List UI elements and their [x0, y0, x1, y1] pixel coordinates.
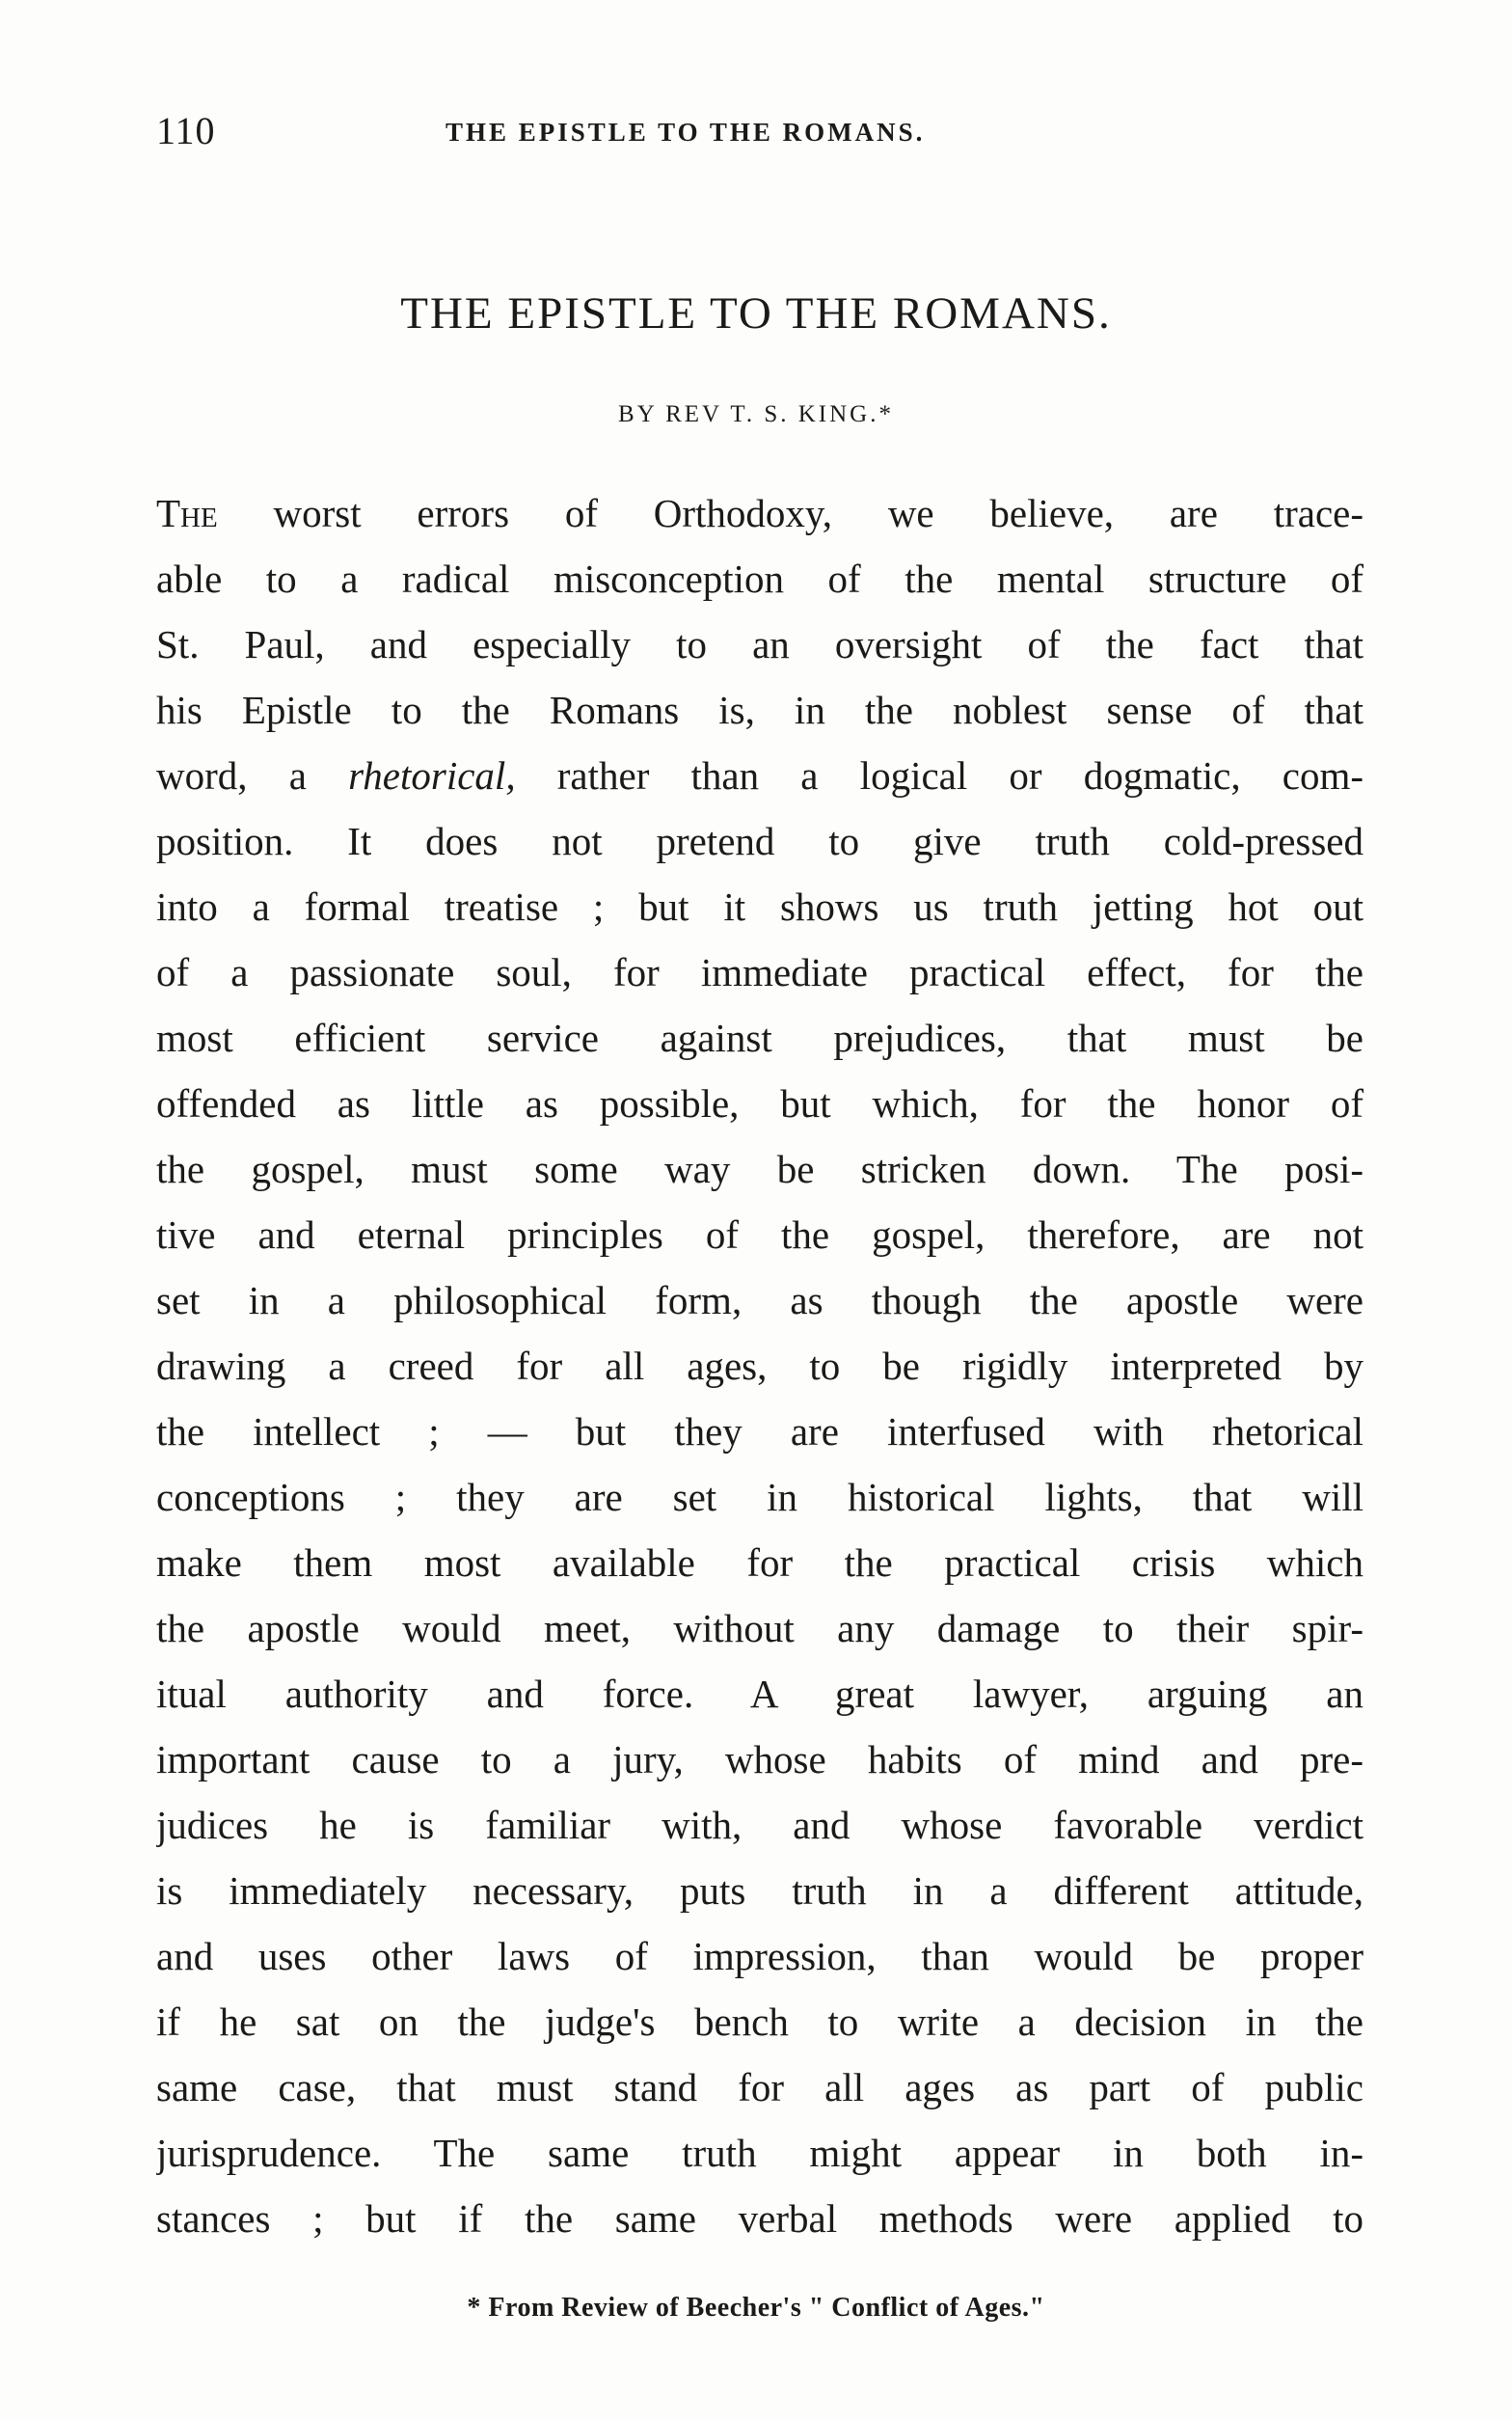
text-segment: make them most available for the practical crisis which — [156, 1540, 1364, 1585]
running-head — [156, 108, 1362, 166]
text-segment: the gospel, must some way be stricken down. The posi- — [156, 1147, 1364, 1191]
text-line — [156, 743, 1364, 808]
text-line — [156, 612, 1364, 677]
footnote: * From Review of Beecher's " Conflict of Ages." — [467, 2293, 1045, 2323]
text-segment: itual authority and force. A great lawyer, arguing an — [156, 1672, 1364, 1716]
text-segment: tive and eternal principles of the gospel, therefore, are not — [156, 1212, 1364, 1257]
text-segment: conceptions ; they are set in historical lights, that will — [156, 1475, 1364, 1519]
text-line — [156, 1005, 1364, 1071]
text-segment: offended as little as possible, but which, for the honor of — [156, 1081, 1364, 1126]
opening-word: The — [156, 491, 218, 535]
text-segment: stances ; but if the same verbal methods were applied to — [156, 2196, 1364, 2241]
text-line — [156, 1267, 1364, 1333]
text-line — [156, 874, 1364, 939]
text-line — [156, 1136, 1364, 1202]
text-line — [156, 808, 1364, 874]
text-segment: worst errors of Orthodoxy, we believe, are trace- — [217, 491, 1364, 535]
text-segment: judices he is familiar with, and whose favorable verdict — [156, 1803, 1364, 1847]
article-body — [156, 480, 1364, 2251]
text-segment: jurisprudence. The same truth might appear in both in- — [156, 2131, 1364, 2175]
text-segment: the apostle would meet, without any damage to their spir- — [156, 1606, 1364, 1650]
text-line — [156, 1202, 1364, 1267]
text-segment: drawing a creed for all ages, to be rigidly interpreted by — [156, 1344, 1364, 1388]
text-segment: St. Paul, and especially to an oversight of the fact that — [156, 622, 1364, 666]
text-segment: rather than a logical or dogmatic, com- — [515, 753, 1364, 798]
italic-word: rhetorical, — [348, 753, 516, 798]
text-segment: set in a philosophical form, as though the apostle were — [156, 1278, 1364, 1322]
text-segment: important cause to a jury, whose habits of mind and pre- — [156, 1737, 1364, 1782]
article-title: THE EPISTLE TO THE ROMANS. — [400, 288, 1112, 339]
text-line — [156, 1464, 1364, 1530]
text-segment: of a passionate soul, for immediate practical effect, for the — [156, 950, 1364, 994]
text-line — [156, 1792, 1364, 1858]
text-segment: same case, that must stand for all ages as part of public — [156, 2065, 1364, 2109]
text-segment: and uses other laws of impression, than would be proper — [156, 1934, 1364, 1978]
text-line — [156, 2120, 1364, 2186]
text-segment: is immediately necessary, puts truth in a different attitude, — [156, 1868, 1364, 1913]
text-line — [156, 1595, 1364, 1661]
text-segment: position. It does not pretend to give truth cold-pressed — [156, 819, 1364, 863]
page-number: 110 — [156, 109, 216, 152]
text-line — [156, 1858, 1364, 1923]
text-segment: able to a radical misconception of the mental structure of — [156, 557, 1364, 601]
article-byline: BY REV T. S. KING.* — [618, 401, 894, 427]
text-segment: the intellect ; — but they are interfused with rhetorical — [156, 1409, 1364, 1454]
text-segment: if he sat on the judge's bench to write a decision in the — [156, 1999, 1364, 2044]
text-line — [156, 1399, 1364, 1464]
text-line — [156, 1071, 1364, 1136]
text-line — [156, 1530, 1364, 1595]
text-line — [156, 1727, 1364, 1792]
text-line — [156, 480, 1364, 546]
text-segment: into a formal treatise ; but it shows us truth jetting hot out — [156, 884, 1364, 929]
text-segment: his Epistle to the Romans is, in the noblest sense of that — [156, 688, 1364, 732]
text-line — [156, 1923, 1364, 1989]
text-line — [156, 1661, 1364, 1727]
running-title: THE EPISTLE TO THE ROMANS. — [446, 118, 926, 147]
text-line — [156, 1333, 1364, 1399]
text-line — [156, 939, 1364, 1005]
text-line — [156, 546, 1364, 612]
text-line — [156, 677, 1364, 743]
text-line — [156, 2186, 1364, 2251]
text-line — [156, 1989, 1364, 2054]
text-segment: most efficient service against prejudices, that must be — [156, 1016, 1364, 1060]
text-line — [156, 2054, 1364, 2120]
text-segment: word, a — [156, 753, 349, 798]
